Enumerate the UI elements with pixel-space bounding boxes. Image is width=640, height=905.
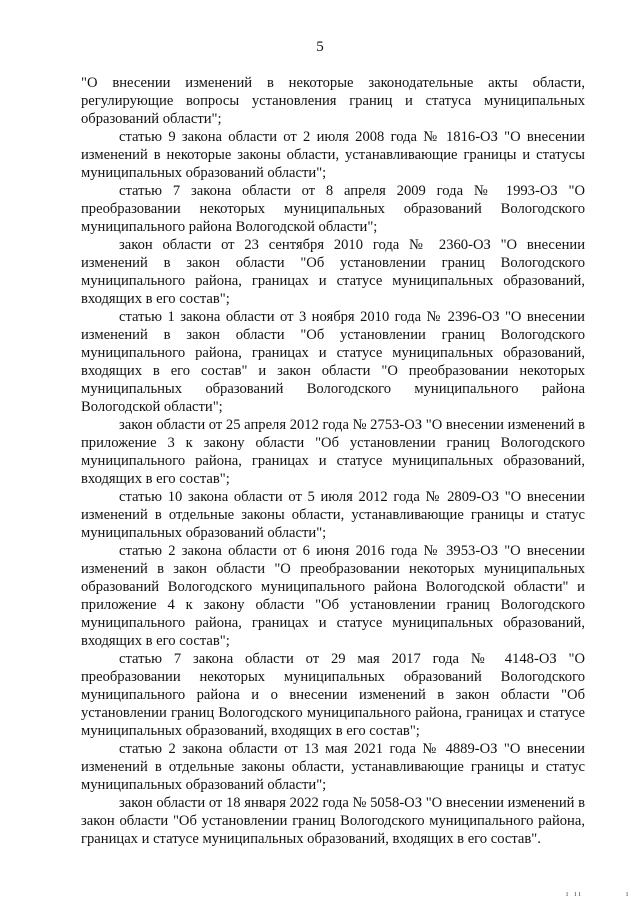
paragraph-2: статью 9 закона области от 2 июля 2008 года № 1816-ОЗ "О внесении изменений в некоторые законы области, устанавливающие границы и статусы муниципальных образований области"; [81, 129, 585, 181]
paragraph-10: статью 2 закона области от 13 мая 2021 года № 4889-ОЗ "О внесении изменений в отдельные законы области, устанавливающие границы и статус муниципальных образований области"; [81, 741, 585, 793]
paragraph-6: закон области от 25 апреля 2012 года № 2753-ОЗ "О внесении изменений в приложение 3 к закону области "Об установлении границ Вологодского муниципального района, границах и статусе муниципальных образований, входящих в его состав"; [81, 417, 585, 487]
paragraph-3: статью 7 закона области от 8 апреля 2009 года № 1993-ОЗ "О преобразовании некоторых муниципальных образований Вологодского муниципального района Вологодской области"; [81, 183, 585, 235]
paragraph-5: статью 1 закона области от 3 ноября 2010 года № 2396-ОЗ "О внесении изменений в закон области "Об установлении границ Вологодского муниципального района, границах и статусе муниципальных образований, входящих в его состав" и закон области "О преобразовании некоторых муниципальных образований Вологодского муниципального района Вологодской области"; [81, 309, 585, 415]
footer-scan-marks: ı ıı [566, 889, 583, 898]
document-body [81, 74, 585, 848]
paragraph-8: статью 2 закона области от 6 июня 2016 года № 3953-ОЗ "О внесении изменений в закон области "О преобразовании некоторых муниципальных образований Вологодского муниципального района Вологодской области" и приложение 4 к закону области "Об установлении границ Вологодского муниципального района, границах и статусе муниципальных образований, входящих в его состав"; [81, 543, 585, 649]
page-number: 5 [316, 39, 324, 55]
paragraph-1: "О внесении изменений в некоторые законодательные акты области, регулирующие вопросы установления границ и статуса муниципальных образований области"; [81, 75, 585, 127]
paragraph-4: закон области от 23 сентября 2010 года № 2360-ОЗ "О внесении изменений в закон области "Об установлении границ Вологодского муниципального района, границах и статусе муниципальных образований, входящих в его состав"; [81, 237, 585, 307]
paragraph-7: статью 10 закона области от 5 июля 2012 года № 2809-ОЗ "О внесении изменений в отдельные законы области, устанавливающие границы и статус муниципальных образований области"; [81, 489, 585, 541]
paragraph-9: статью 7 закона области от 29 мая 2017 года № 4148-ОЗ "О преобразовании некоторых муниципальных образований Вологодского муниципального района и о внесении изменений в закон области "Об установлении границ Вологодского муниципального района, границах и статусе муниципальных образований, входящих в его состав"; [81, 651, 585, 739]
footer-scan-tick: ı [626, 889, 629, 898]
paragraph-11: закон области от 18 января 2022 года № 5058-ОЗ "О внесении изменений в закон области "Об установлении границ Вологодского муниципального района, границах и статусе муниципальных образований, входящих в его состав". [81, 795, 585, 847]
